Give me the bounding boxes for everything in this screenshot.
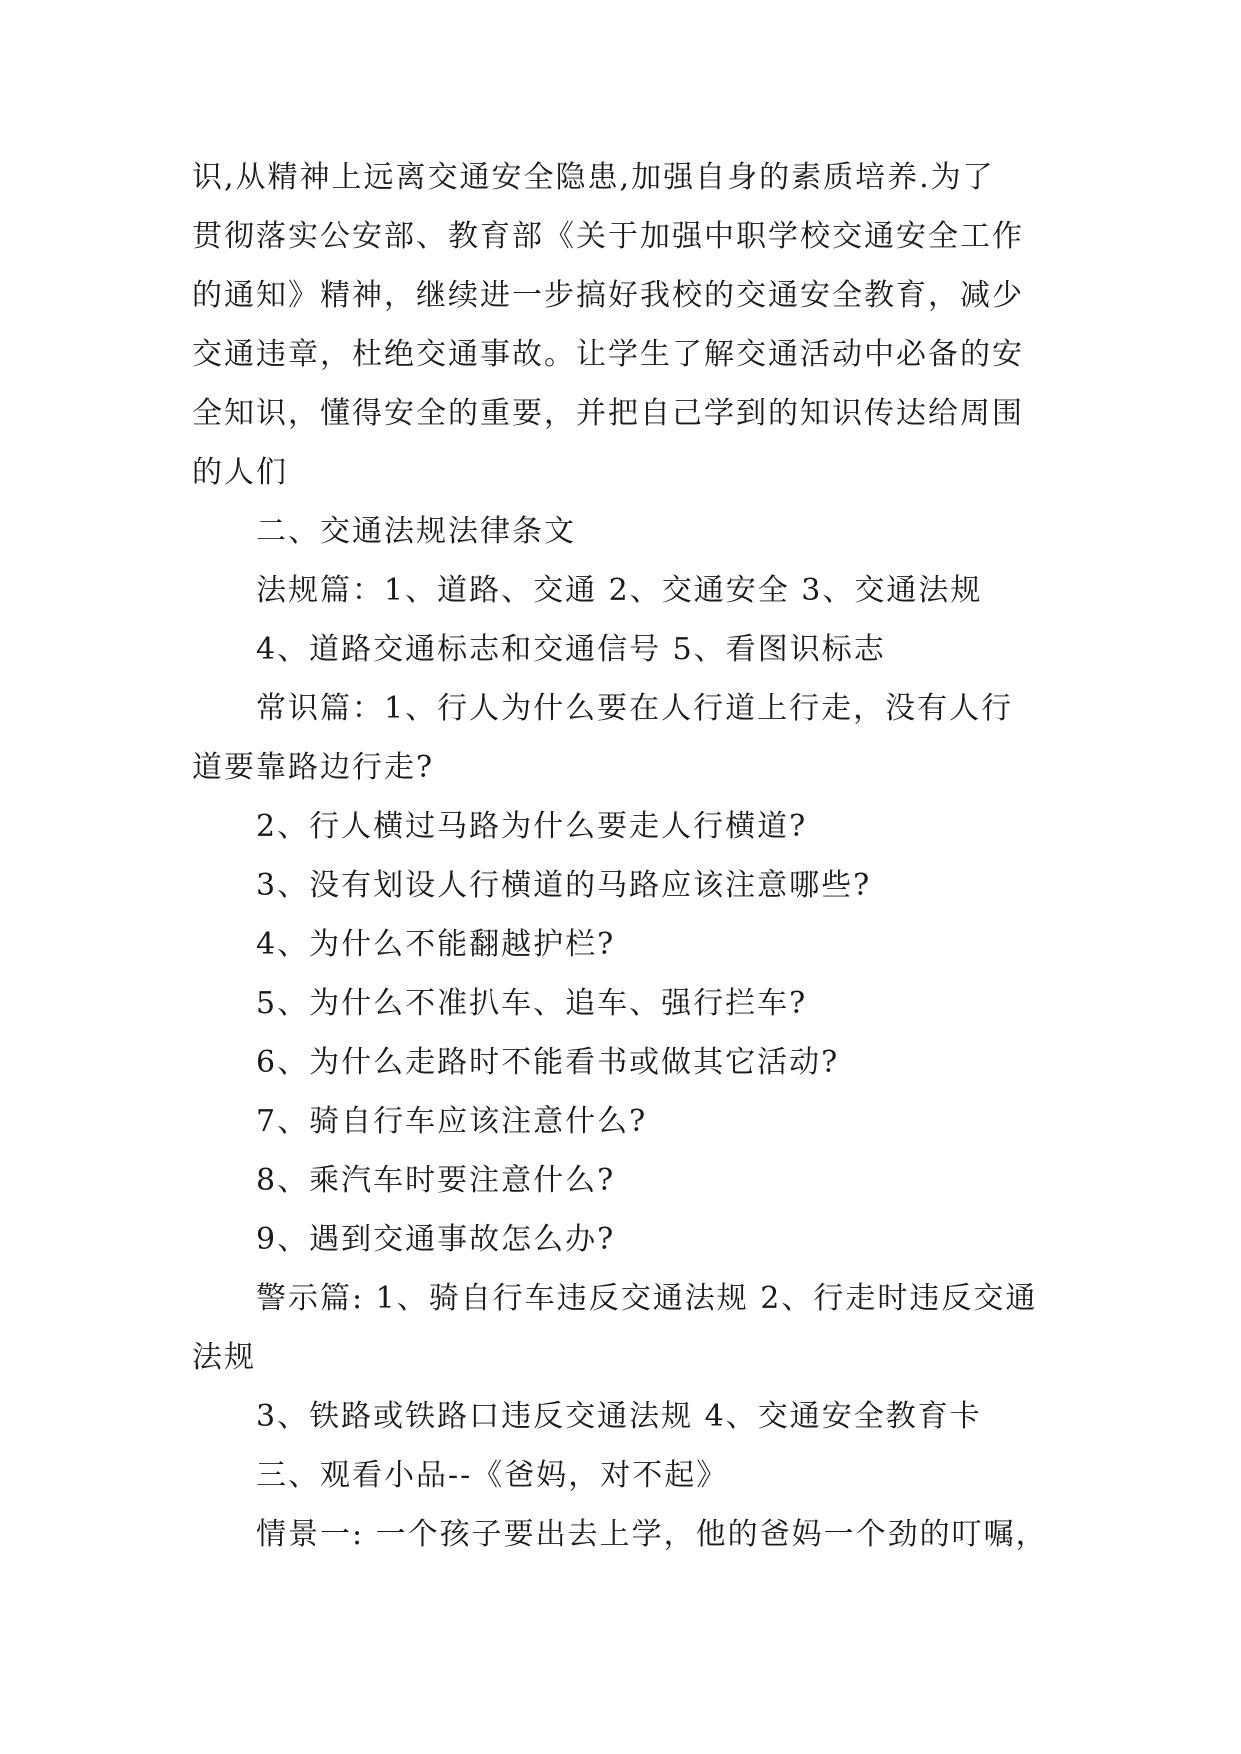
list-item: 2、行人横过马路为什么要走人行横道? (256, 809, 808, 844)
text-line: 3、铁路或铁路口违反交通法规 4、交通安全教育卡 (256, 1399, 982, 1434)
text-line: 4、道路交通标志和交通信号 5、看图识标志 (256, 632, 886, 667)
text-line: 全知识，懂得安全的重要，并把自己学到的知识传达给周围 (192, 396, 1024, 431)
text-line: 法规篇：1、道路、交通 2、交通安全 3、交通法规 (256, 573, 983, 608)
list-item: 5、为什么不准扒车、追车、强行拦车? (256, 986, 808, 1021)
section-heading: 二、交通法规法律条文 (256, 514, 576, 549)
document-body (192, 148, 1054, 1564)
section-heading: 三、观看小品--《爸妈，对不起》 (256, 1458, 729, 1493)
text-line: 的通知》精神，继续进一步搞好我校的交通安全教育，减少 (192, 278, 1024, 313)
text-line: 道要靠路边行走? (192, 750, 435, 785)
text-line: 法规 (192, 1340, 256, 1375)
list-item: 9、遇到交通事故怎么办? (256, 1222, 616, 1257)
list-item: 3、没有划设人行横道的马路应该注意哪些? (256, 868, 872, 903)
text-line: 识,从精神上远离交通安全隐患,加强自身的素质培养.为了 (192, 160, 995, 195)
list-item: 6、为什么走路时不能看书或做其它活动? (256, 1045, 840, 1080)
text-line: 警示篇: 1、骑自行车违反交通法规 2、行走时违反交通 (256, 1281, 1038, 1316)
list-item: 7、骑自行车应该注意什么? (256, 1104, 648, 1139)
list-item: 8、乘汽车时要注意什么? (256, 1163, 616, 1198)
text-line: 贯彻落实公安部、教育部《关于加强中职学校交通安全工作 (192, 219, 1024, 254)
text-line: 的人们 (192, 455, 288, 490)
text-line: 情景一: 一个孩子要出去上学，他的爸妈一个劲的叮嘱， (256, 1517, 1048, 1552)
text-line: 常识篇：1、行人为什么要在人行道上行走，没有人行 (256, 691, 1014, 726)
list-item: 4、为什么不能翻越护栏? (256, 927, 616, 962)
text-line: 交通违章，杜绝交通事故。让学生了解交通活动中必备的安 (192, 337, 1024, 372)
